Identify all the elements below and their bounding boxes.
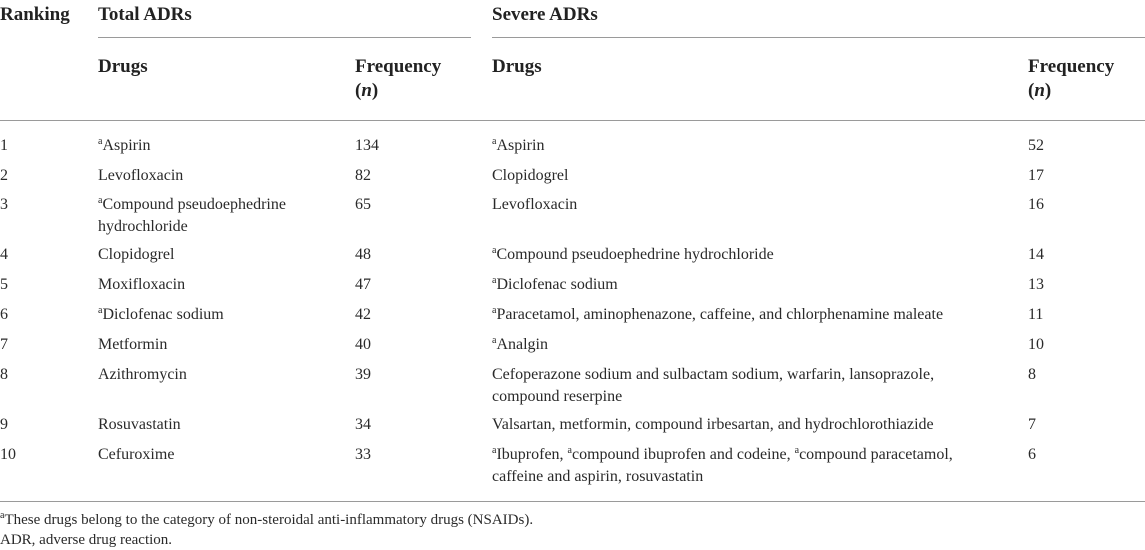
drug-name-text: Aspirin [496,137,545,154]
header-total-frequency-label: Frequency [355,56,442,77]
total-drug-cell [98,304,328,326]
header-severe-frequency-n: n [1034,80,1045,101]
total-drug-cell [98,414,328,436]
rank-cell: 7 [0,336,8,353]
rank-cell: 4 [0,246,8,263]
drug-name-text: Diclofenac sodium [102,306,224,323]
drug-name-text: Valsartan, metformin, compound irbesartan, and hydrochlorothiazide [492,416,934,433]
drug-name-text: Ibuprofen, [496,446,568,463]
header-severe-adrs: Severe ADRs [492,4,598,25]
total-frequency-cell: 48 [355,246,371,263]
total-frequency-cell: 40 [355,336,371,353]
total-frequency-cell: 47 [355,276,371,293]
total-drug-cell [98,364,328,386]
total-adrs-rule [98,37,471,38]
severe-drug-cell [492,364,997,408]
header-bottom-rule [0,120,1145,121]
severe-drug-cell [492,194,997,216]
nsaid-marker: a [492,275,497,286]
header-total-frequency-n: n [361,80,372,101]
drug-name-text: Paracetamol, aminophenazone, caffeine, and chlorphenamine maleate [496,306,944,323]
severe-frequency-cell: 6 [1028,446,1036,463]
drug-name-text: compound ibuprofen and codeine, [572,446,795,463]
rank-cell: 10 [0,446,16,463]
drug-name-text: Moxifloxacin [98,276,186,293]
rank-cell: 2 [0,167,8,184]
severe-frequency-cell: 11 [1028,306,1044,323]
header-total-adrs: Total ADRs [98,4,192,25]
total-drug-cell [98,194,328,238]
nsaid-marker: a [492,445,497,456]
drug-name-text: Cefoperazone sodium and sulbactam sodium, warfarin, lansoprazole, compound reserpine [492,366,935,405]
total-drug-cell [98,444,328,466]
drug-name-text: compound paracetamol, caffeine and aspirin, rosuvastatin [492,446,953,485]
severe-frequency-cell: 10 [1028,336,1044,353]
rank-cell: 9 [0,416,8,433]
nsaid-marker: a [492,136,497,147]
severe-frequency-cell: 7 [1028,416,1036,433]
table-bottom-rule [0,501,1145,502]
severe-drug-cell [492,444,997,488]
severe-frequency-cell: 8 [1028,366,1036,383]
total-frequency-cell: 39 [355,366,371,383]
total-drug-cell [98,244,328,266]
total-drug-cell [98,165,328,187]
severe-drug-cell [492,244,997,266]
nsaid-marker: a [98,195,103,206]
total-frequency-cell: 134 [355,137,379,154]
drug-name-text: Analgin [496,336,548,353]
severe-frequency-cell: 52 [1028,137,1044,154]
rank-cell: 5 [0,276,8,293]
severe-frequency-cell: 16 [1028,196,1044,213]
severe-adrs-rule [492,37,1145,38]
nsaid-marker: a [794,445,800,456]
severe-drug-cell [492,135,997,157]
header-severe-drugs: Drugs [492,56,542,77]
drug-name-text: Aspirin [102,137,151,154]
footnote-marker: a [0,510,5,521]
nsaid-marker: a [492,305,497,316]
drug-name-text: Diclofenac sodium [496,276,618,293]
header-total-drugs: Drugs [98,56,148,77]
total-frequency-cell: 34 [355,416,371,433]
header-total-frequency: Frequency (n) [355,56,442,101]
drug-name-text: Azithromycin [98,366,187,383]
total-frequency-cell: 65 [355,196,371,213]
total-frequency-cell: 42 [355,306,371,323]
total-drug-cell [98,334,328,356]
severe-drug-cell [492,165,997,187]
header-severe-frequency-label: Frequency [1028,56,1115,77]
total-drug-cell [98,274,328,296]
severe-drug-cell [492,334,997,356]
drug-name-text: Compound pseudoephedrine hydrochloride [496,246,774,263]
drug-name-text: Clopidogrel [98,246,175,263]
severe-frequency-cell: 17 [1028,167,1044,184]
total-drug-cell [98,135,328,157]
severe-drug-cell [492,304,997,326]
severe-drug-cell [492,274,997,296]
nsaid-marker: a [492,335,497,346]
severe-frequency-cell: 14 [1028,246,1044,263]
header-ranking: Ranking [0,4,70,25]
rank-cell: 8 [0,366,8,383]
rank-cell: 6 [0,306,8,323]
drug-name-text: Rosuvastatin [98,416,181,433]
total-frequency-cell: 82 [355,167,371,184]
drug-name-text: Clopidogrel [492,167,569,184]
severe-frequency-cell: 13 [1028,276,1044,293]
drug-name-text: Metformin [98,336,168,353]
nsaid-marker: a [98,136,103,147]
footnote-nsaids-text: These drugs belong to the category of non-steroidal anti-inflammatory drugs (NSAIDs). [4,512,534,528]
footnote-nsaids [0,510,533,530]
nsaid-marker: a [567,445,572,456]
rank-cell: 3 [0,196,8,213]
footnote-adr: ADR, adverse drug reaction. [0,532,173,548]
header-severe-frequency: Frequency (n) [1028,56,1115,101]
drug-name-text: Levofloxacin [492,196,578,213]
rank-cell: 1 [0,137,8,154]
severe-drug-cell [492,414,997,436]
nsaid-marker: a [98,305,103,316]
nsaid-marker: a [492,245,497,256]
drug-name-text: Compound pseudoephedrine hydrochloride [98,196,286,235]
drug-name-text: Levofloxacin [98,167,184,184]
drug-name-text: Cefuroxime [98,446,175,463]
total-frequency-cell: 33 [355,446,371,463]
